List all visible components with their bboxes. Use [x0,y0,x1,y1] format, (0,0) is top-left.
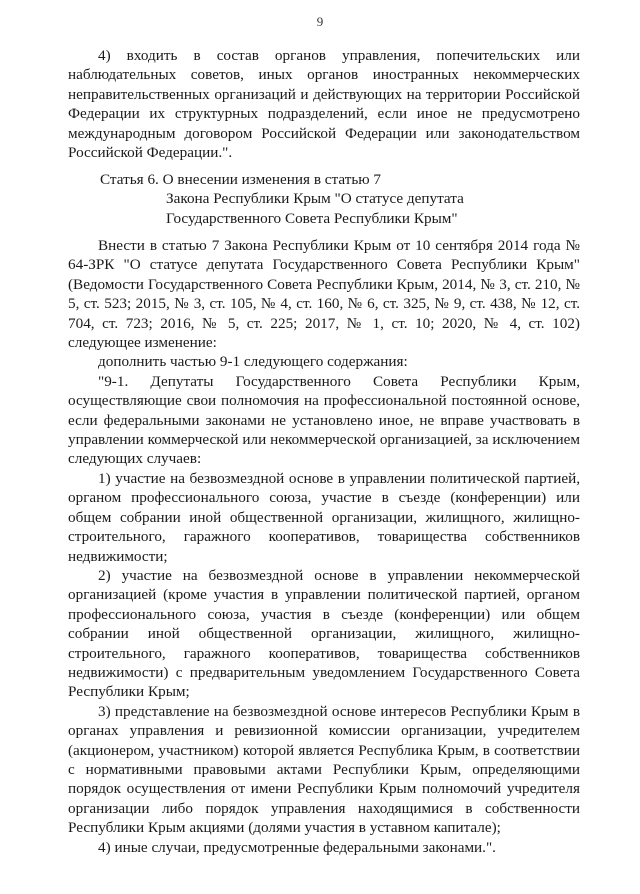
continued-paragraph-block [68,46,580,162]
paragraph-item-4-continued: 4) входить в состав органов управления, попечительских или наблюдательных советов, иных органов иностранных некоммерческих неправительственных организаций и действующих на территории Российской Федерации их структурных подразделений, если иное не предусмотрено международным договором Российской Федерации или законодательством Российской Федерации.". [68,47,580,162]
paragraph-item-3: 3) представление на безвозмездной основе интересов Республики Крым в органах управления и ревизионной комиссии организации, учредителем (акционером, участником) которой является Республика Крым, в соответствии с нормативными правовыми актами Республики Крым, определяющими порядок осуществления от имени Республики Крым полномочий учредителя организации либо порядок управления находящимися в собственности Республики Крым акциями (долями участия в уставном капитале); [68,702,580,837]
article-heading [100,170,580,228]
article-heading-line-2: Закона Республики Крым "О статусе депутата [166,190,464,208]
paragraph-supplement: дополнить частью 9-1 следующего содержания: [98,353,408,371]
article-body [68,236,580,857]
page-number: 9 [316,14,324,29]
paragraph-amendment-intro: Внести в статью 7 Закона Республики Крым от 10 сентября 2014 года № 64-ЗРК "О статусе депутата Государственного Совета Республики Крым" (Ведомости Государственного Совета Республики Крым, 2014, № 3, ст. 210, № 5, ст. 523; 2015, № 3, ст. 105, № 4, ст. 160, № 6, ст. 325, № 9, ст. 438, № 12, ст. 704, ст. 723; 2016, № 5, ст. 225; 2017, № 1, ст. 10; 2020, № 4, ст. 102) следующее изменение: [68,237,580,352]
paragraph-item-2: 2) участие на безвозмездной основе в управлении некоммерческой организацией (кроме участия в управлении политической партией, органом профессионального союза, участия в съезде (конференции) или общем собрании иной общественной организации, жилищного, жилищно-строительного, гаражного кооперативов, товарищества собственников недвижимости) с предварительным уведомлением Государственного Совета Республики Крым; [68,566,580,701]
article-heading-line-3: Государственного Совета Республики Крым" [166,209,458,227]
paragraph-item-4: 4) иные случаи, предусмотренные федеральными законами.". [98,838,496,856]
paragraph-part-9-1: "9-1. Депутаты Государственного Совета Республики Крым, осуществляющие свои полномочия на профессиональной постоянной основе, если федеральными законами не установлено иное, не вправе участвовать в управлении коммерческой или некоммерческой организацией, за исключением следующих случаев: [68,372,580,468]
paragraph-item-1: 1) участие на безвозмездной основе в управлении политической партией, органом профессионального союза, участие в съезде (конференции) или общем собрании иной общественной организации, жилищного, жилищно-строительного, гаражного кооперативов, товарищества собственников недвижимости; [68,469,580,565]
article-heading-line-1: Статья 6. О внесении изменения в статью 7 [100,171,382,188]
